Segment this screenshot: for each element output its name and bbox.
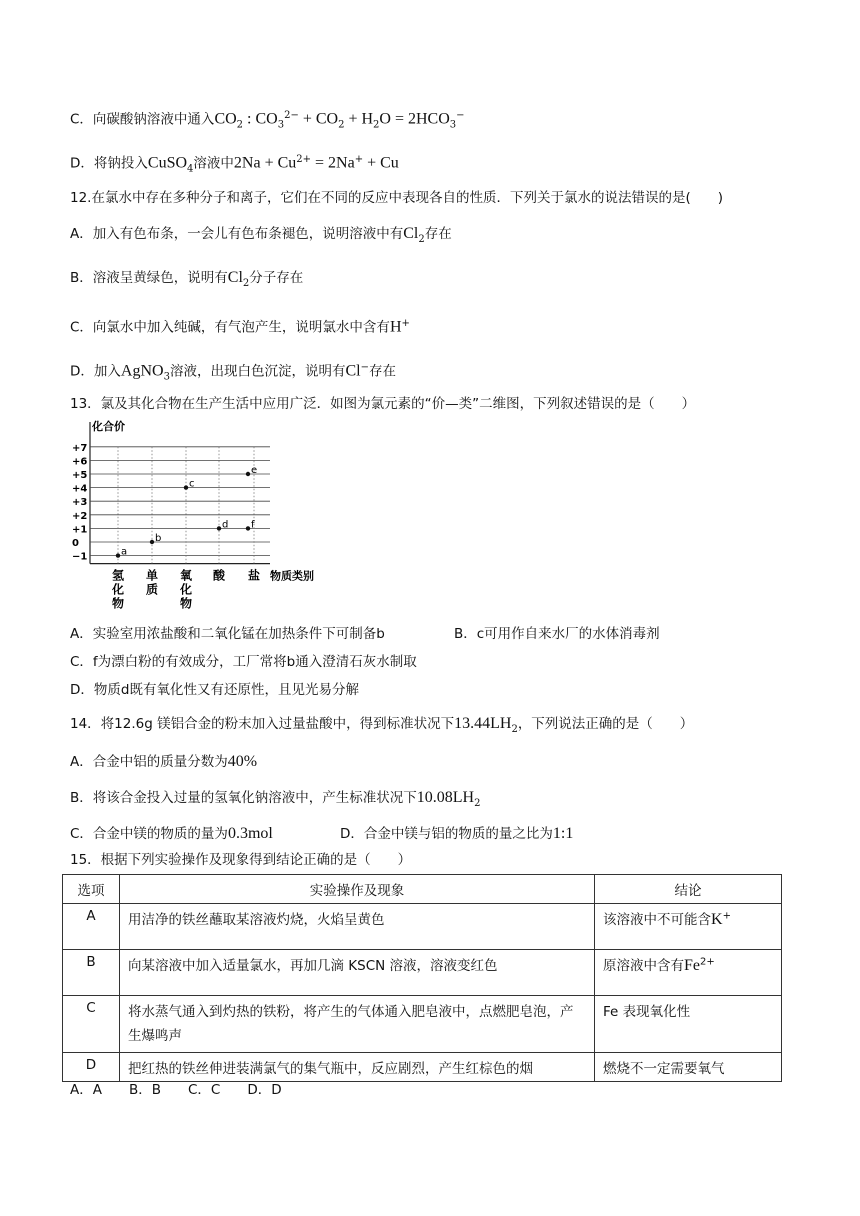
y-tick-label: +1	[72, 524, 88, 536]
category-label: 单	[146, 568, 159, 583]
q12-stem: 12.在氯水中存在多种分子和离子，它们在不同的反应中表现各自的性质．下列关于氯水的说法错误的是( )	[70, 190, 724, 206]
row-conclusion: 燃烧不一定需要氧气	[595, 1053, 782, 1082]
y-tick-label: +2	[72, 510, 88, 522]
y-tick-label: +3	[72, 497, 88, 509]
point-label-c: c	[189, 478, 195, 490]
category-label: 物	[112, 596, 125, 611]
category-label: 酸	[213, 568, 226, 583]
y-tick-label: +7	[72, 442, 88, 454]
q11-option-c: C．向碳酸钠溶液中通入$CO_2$ : $CO_3^{2-} + CO_2 + H_2O = 2HCO_3^-$	[70, 110, 465, 131]
q13-stem: 13．氯及其化合物在生产生活中应用广泛．如图为氯元素的“价—类”二维图，下列叙述错误的是（ ）	[70, 396, 696, 412]
row-option: A	[63, 904, 120, 950]
point-label-d: d	[222, 519, 229, 531]
y-tick-label: −1	[72, 551, 88, 563]
q13-option-b: B．c可用作自来水厂的水体消毒剂	[454, 626, 660, 642]
q14-stem: 14．将12.6g 镁铝合金的粉末加入过量盐酸中，得到标准状况下$13.44LH_2$，下列说法正确的是（ ）	[70, 715, 694, 735]
q15-stem: 15．根据下列实验操作及现象得到结论正确的是（ ）	[70, 852, 412, 868]
table-row	[63, 996, 782, 1053]
point-d	[217, 526, 221, 530]
row-option: D	[63, 1053, 120, 1082]
category-label: 氢	[112, 568, 125, 583]
experiment-table	[62, 874, 782, 1082]
q12-option-c: C．向氯水中加入纯碱，有气泡产生，说明氯水中含有H+	[70, 318, 410, 336]
q13-option-c: C．f为漂白粉的有效成分，工厂常将b通入澄清石灰水制取	[70, 654, 417, 670]
row-conclusion: Fe 表现氧化性	[595, 996, 782, 1053]
row-operation: 向某溶液中加入适量氯水，再加几滴 KSCN 溶液，溶液变红色	[120, 950, 595, 996]
point-label-a: a	[121, 546, 128, 558]
y-axis-label: 化合价	[92, 420, 125, 433]
row-option: C	[63, 996, 120, 1053]
row-operation: 将水蒸气通入到灼热的铁粉，将产生的气体通入肥皂液中，点燃肥皂泡，产生爆鸣声	[120, 996, 595, 1053]
point-b	[150, 540, 154, 544]
category-label: 物	[180, 596, 193, 611]
q14-option-c: C．合金中镁的物质的量为0.3mol	[70, 825, 273, 842]
q12-option-d: D．加入AgNO$_3$溶液，出现白色沉淀，说明有Cl−存在	[70, 362, 396, 383]
point-e	[246, 472, 250, 476]
y-tick-label: +4	[72, 483, 88, 495]
row-operation: 用洁净的铁丝蘸取某溶液灼烧，火焰呈黄色	[120, 904, 595, 950]
row-conclusion: 该溶液中不可能含K+	[595, 904, 782, 950]
point-label-b: b	[155, 533, 162, 544]
point-label-f: f	[251, 519, 255, 531]
header-operation: 实验操作及现象	[120, 875, 595, 904]
q14-option-d: D．合金中镁与铝的物质的量之比为1:1	[340, 825, 574, 842]
q15-answer-options: A．A B．B C．C D．D	[70, 1082, 282, 1098]
q13-option-d: D．物质d既有氧化性又有还原性，且见光易分解	[70, 682, 359, 698]
table-row	[63, 904, 782, 950]
point-c	[184, 485, 188, 489]
category-label: 盐	[248, 568, 261, 583]
category-label: 化	[180, 582, 193, 597]
q12-option-b: B．溶液呈黄绿色，说明有$Cl_2$分子存在	[70, 269, 304, 289]
table-row	[63, 950, 782, 996]
category-label: 质	[146, 582, 159, 597]
valence-class-chart	[70, 418, 340, 614]
y-tick-label: +6	[72, 456, 88, 468]
header-option: 选项	[63, 875, 120, 904]
category-label: 氧	[180, 568, 193, 583]
q14-option-a: A．合金中铝的质量分数为40%	[70, 753, 258, 770]
row-option: B	[63, 950, 120, 996]
table-row	[63, 1053, 782, 1082]
q14-option-b: B．将该合金投入过量的氢氧化钠溶液中，产生标准状况下$10.08LH_2$	[70, 789, 481, 809]
table-header-row	[63, 875, 782, 904]
q11-option-d: D．将钠投入CuSO$_4$溶液中$2Na + Cu^{2+} = 2Na^+ + Cu$	[70, 154, 399, 175]
y-tick-label: +5	[72, 470, 88, 481]
header-conclusion: 结论	[595, 875, 782, 904]
point-label-e: e	[251, 465, 258, 476]
category-label: 化	[112, 582, 125, 597]
point-f	[246, 526, 250, 530]
x-axis-label: 物质类别	[270, 569, 314, 583]
q13-option-a: A．实验室用浓盐酸和二氧化锰在加热条件下可制备b	[70, 626, 385, 642]
row-conclusion: 原溶液中含有$Fe^{2+}$	[595, 950, 782, 996]
q12-option-a: A．加入有色布条，一会儿有色布条褪色，说明溶液中有$Cl_2$存在	[70, 225, 452, 245]
row-operation: 把红热的铁丝伸进装满氯气的集气瓶中，反应剧烈，产生红棕色的烟	[120, 1053, 595, 1082]
point-a	[116, 553, 120, 557]
y-tick-label: 0	[72, 538, 79, 549]
